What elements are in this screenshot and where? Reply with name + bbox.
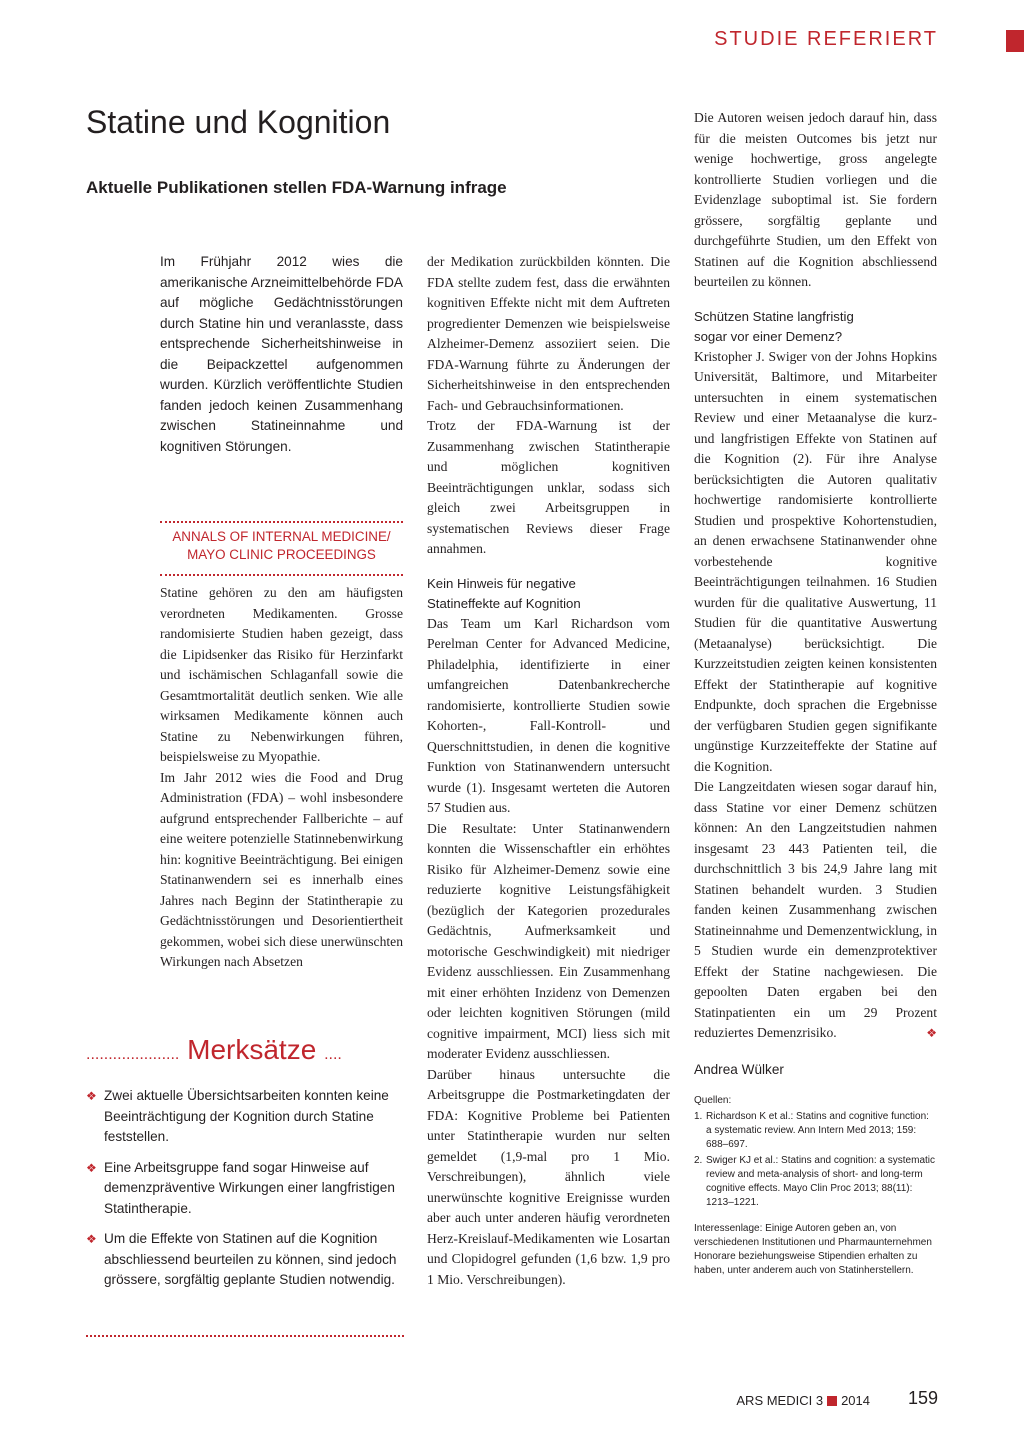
- reference-text: Swiger KJ et al.: Statins and cognition: a systematic review and meta-analysis of short- and long-term cognitive effects. Mayo Clin Proc 2013; 88(11): 1213–1221.: [706, 1155, 935, 1208]
- journal-name: ARS MEDICI 3: [736, 1393, 824, 1408]
- article-lead: Im Frühjahr 2012 wies die amerikanische Arzneimittelbehörde FDA auf mögliche Gedächtnisstörungen durch Statine hin und veranlasste, dass entsprechende Sicherheitshinweise in die Beipackzettel aufgenommen wurden. Kürzlich veröffentlichte Studien fanden jedoch keinen Zusammenhang zwischen Statineinnahme und kognitiven Störungen.: [160, 254, 403, 454]
- section-heading: [694, 307, 937, 347]
- reference-item: [694, 1110, 937, 1152]
- heading-line: Statineffekte auf Kognition: [427, 595, 581, 611]
- reference-item: [694, 1154, 937, 1210]
- section-marker: [1006, 30, 1024, 52]
- source-reference: [160, 528, 403, 564]
- list-item-text: Eine Arbeitsgruppe fand sogar Hinweise auf demenzpräventive Wirkungen einer langfristigen Statintherapie.: [104, 1159, 395, 1216]
- article-subtitle: Aktuelle Publikationen stellen FDA-Warnung infrage: [86, 178, 507, 197]
- footer-square-icon: [827, 1396, 837, 1406]
- source-line: ANNALS OF INTERNAL MEDICINE/: [172, 529, 391, 544]
- list-item: [86, 1086, 404, 1148]
- reference-number: 2.: [694, 1155, 703, 1166]
- paragraph: [694, 777, 937, 1044]
- body-column-3: [694, 108, 937, 1278]
- paragraph: Darüber hinaus untersuchte die Arbeitsgruppe die Postmarketingdaten der FDA: Kognitive Probleme bei Patienten unter Statintherapie wurden nur selten gemeldet (1,9-mal pro 1 Mio. Verschreibungen), ähnlich viele unerwünschte kognitive Ereignisse wurden aber auch unter anderen häufig verordneten Herz-Kreislauf-Medikamenten wie Losartan und Clopidogrel gefunden (1,6 bzw. 1,9 pro 1 Mio. Verschreibungen).: [427, 1066, 670, 1287]
- page-number: 159: [907, 1388, 938, 1408]
- article-title: Statine und Kognition: [86, 104, 391, 140]
- end-mark-icon: ❖: [926, 1026, 937, 1040]
- body-column-1: [160, 583, 403, 973]
- paragraph: der Medikation zurückbilden könnten. Die FDA stellte zudem fest, dass die erwähnten kognitiven Effekte nicht mit dem Auftreten progredienter Demenzen wie beispielsweise Alzheimer-Demenz assoziiert seien. Die FDA-Warnung führte zu Änderungen der Sicherheitshinweise in den entsprechenden Fach- und Gebrauchsinformationen.: [427, 254, 670, 413]
- title-dots: ....: [324, 1046, 342, 1063]
- list-item-text: Um die Effekte von Statinen auf die Kognition abschliessend beurteilen zu können, sind jedoch grössere, sorgfältig geplante Studien notwendig.: [104, 1231, 397, 1287]
- references-heading: Quellen:: [694, 1095, 732, 1106]
- paragraph: Statine gehören zu den am häufigsten verordneten Medikamenten. Grosse randomisierte Studien haben gezeigt, dass die Lipidsenker das Risiko für Herzinfarkt und ischämischen Schlaganfall sowie die Gesamtmortalität deutlich senken. Wie alle wirksamen Medikamente können auch Statine zu Nebenwirkungen führen, beispielsweise zu Myopathie.: [160, 585, 403, 764]
- paragraph: Kristopher J. Swiger von der Johns Hopkins Universität, Baltimore, und Mitarbeiter untersuchten in einem systematischen Review und einer Metaanalyse die kurz- und langfristigen Effekte von Statinen auf die Kognition (2). Für ihre Analyse berücksichtigten die Autoren qualitativ hochwertige randomisierte kontrollierte Studien und prospektive Kohortenstudien, an denen erwachsene Statinanwender ohne vorbestehende kognitive Beeinträchtigungen teilnahmen. 16 Studien wurden für die qualitative Auswertung, 11 Studien für die quantitative Auswertung (Metaanalyse) berücksichtigt. Die Kurzzeitstudien zeigten keinen konsistenten Effekt der Statintherapie auf kognitive Endpunkte, doch sprachen die Ergebnisse der verfügbaren Studien gegen signifikante ungünstige Kurzzeiteffekte der Statine auf die Kognition.: [694, 348, 937, 774]
- source-divider-bottom: [160, 574, 403, 576]
- paragraph: Die Resultate: Unter Statinanwendern konnten die Wissenschaftler ein erhöhtes Risiko für Alzheimer-Demenz sowie eine reduzierte kognitive Leistungsfähigkeit (bezüglich der Kategorien prozedurales Gedächtnis, Aufmerksamkeit und motorische Geschwindigkeit) mit niedriger Evidenz ausschliessen. Ein Zusammenhang mit einer erhöhten Inzidenz von Demenzen oder leichten kognitiven Störungen (mild cognitive impairment, MCI) liess sich mit moderater Evidenz ausschliessen.: [427, 820, 670, 1061]
- reference-text: Richardson K et al.: Statins and cognitive function: a systematic review. Ann Intern Med 2013; 159: 688–697.: [706, 1111, 929, 1150]
- diamond-bullet-icon: ❖: [86, 1089, 97, 1103]
- section-heading: [427, 574, 670, 614]
- reference-number: 1.: [694, 1111, 703, 1122]
- merksaetze-heading: Merksätze: [187, 1034, 317, 1065]
- paragraph: Im Jahr 2012 wies die Food and Drug Administration (FDA) – wohl insbesondere aufgrund entsprechender Fallberichte – auf eine weitere potenzielle Statinnebenwirkung hin: kognitive Beeinträchtigung. Bei einigen Statinanwendern sei es innerhalb eines Jahres nach Beginn der Statintherapie zu Gedächtnisstörungen und Desorientiertheit gekommen, wobei sich diese unerwünschten Wirkungen nach Absetzen: [160, 769, 403, 969]
- heading-line: Kein Hinweis für negative: [427, 575, 576, 591]
- paragraph: Die Autoren weisen jedoch darauf hin, dass für die meisten Outcomes bis jetzt nur wenige hochwertige, gross angelegte kontrollierte Studien vorliegen und die Evidenzlage suboptimal ist. Sie fordern grössere, sorgfältig geplante und durchgeführte Studien, um den Effekt von Statinen auf die Kognition abschliessend beurteilen zu können.: [694, 110, 937, 289]
- list-item: [86, 1158, 404, 1220]
- body-column-2: [427, 252, 670, 1290]
- source-line: MAYO CLINIC PROCEEDINGS: [187, 547, 376, 562]
- section-label: STUDIE REFERIERT: [714, 28, 938, 50]
- author-name: Andrea Wülker: [694, 1061, 784, 1077]
- list-item: [86, 1229, 404, 1291]
- merksaetze-divider: [86, 1335, 404, 1337]
- diamond-bullet-icon: ❖: [86, 1160, 97, 1175]
- paragraph: Trotz der FDA-Warnung ist der Zusammenhang zwischen Statintherapie und möglichen kognitiven Beeinträchtigungen unklar, sodass sich gleich zwei Arbeitsgruppen in systematischen Reviews dieser Frage annahmen.: [427, 418, 670, 556]
- merksaetze-title: [86, 1034, 406, 1066]
- source-divider-top: [160, 521, 403, 523]
- conflict-of-interest: Interessenlage: Einige Autoren geben an, von verschiedenen Institutionen und Pharmaunternehmen Honorare beziehungsweise Stipendien erhalten zu haben, unter anderem auch von Statinherstellern.: [694, 1223, 932, 1276]
- journal-year: 2014: [841, 1393, 870, 1408]
- list-item-text: Zwei aktuelle Übersichtsarbeiten konnten keine Beeinträchtigung der Kognition durch Statine feststellen.: [104, 1088, 389, 1144]
- paragraph: Das Team um Karl Richardson vom Perelman Center for Advanced Medicine, Philadelphia, identifizierte in einer umfangreichen Datenbankrecherche randomisierte, kontrollierte Studien sowie Kohorten-, Fall-Kontroll- und Querschnittstudien, in denen die kognitive Funktion von Statinanwendern untersucht wurde (1). Insgesamt werteten die Autoren 57 Studien aus.: [427, 615, 670, 815]
- references-list: [694, 1110, 937, 1210]
- diamond-bullet-icon: ❖: [86, 1232, 97, 1246]
- paragraph-text: Die Langzeitdaten wiesen sogar darauf hin, dass Statine vor einer Demenz schützen können: An den Langzeitstudien nahmen insgesamt 23 443 Patienten teil, die durchschnittlich 3 bis 24,9 Jahre lang mit Statinen behandelt wurden. 3 Studien fanden keinen Zusammenhang zwischen Statineinnahme und Demenzentwicklung, in 5 Studien wurde ein demenzprotektiver Effekt der Statine nachgewiesen. Die gepoolten Daten ergaben bei den Statinpatienten ein um 29 Prozent reduziertes Demenzrisiko.: [694, 779, 937, 1040]
- merksaetze-list: [86, 1086, 404, 1301]
- title-dots: .....................: [86, 1046, 180, 1063]
- heading-line: Schützen Statine langfristig: [694, 308, 854, 324]
- heading-line: sogar vor einer Demenz?: [694, 328, 843, 344]
- footer-journal: [736, 1393, 870, 1408]
